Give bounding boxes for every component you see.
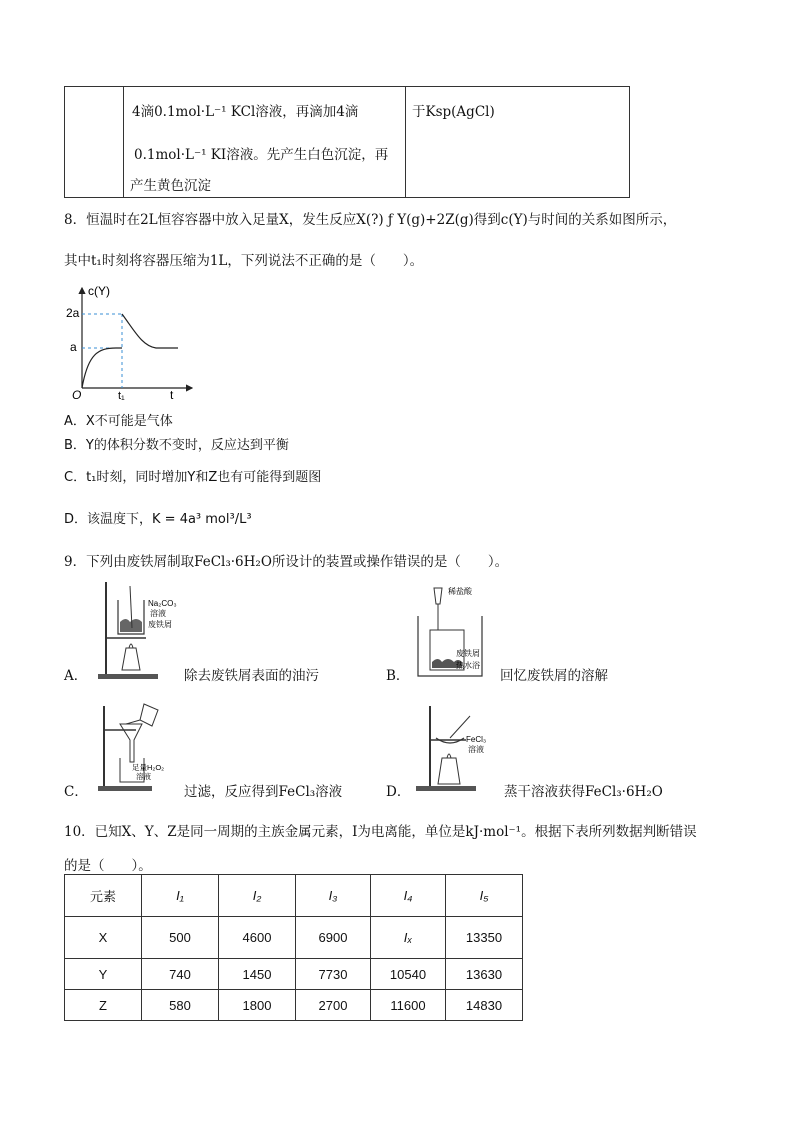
header-i1: I₁ bbox=[142, 875, 219, 917]
y-tick-2a: 2a bbox=[66, 306, 80, 320]
table-cell: 4600 bbox=[219, 917, 296, 959]
c-label-solution: 溶液 bbox=[136, 772, 151, 781]
curve-rise bbox=[82, 348, 122, 388]
table-cell: 1800 bbox=[219, 990, 296, 1021]
table-cell: 7730 bbox=[296, 959, 371, 990]
table-cell: Iₓ bbox=[371, 917, 446, 959]
table-cell: 14830 bbox=[446, 990, 523, 1021]
q8-graph bbox=[64, 282, 204, 404]
table-cell: 2700 bbox=[296, 990, 371, 1021]
origin-label: O bbox=[72, 388, 82, 402]
table-cell: 580 bbox=[142, 990, 219, 1021]
table-row bbox=[65, 959, 523, 990]
q9-d-letter[interactable]: D． bbox=[386, 784, 411, 800]
q9-b-letter[interactable]: B． bbox=[386, 668, 410, 684]
q8-stem-line1: 8．恒温时在2L恒容容器中放入足量X，发生反应X(?) ƒ Y(g)+2Z(g)得到c(Y)与时间的关系如图所示， bbox=[64, 212, 677, 228]
table-cell: 500 bbox=[142, 917, 219, 959]
y-axis-label: c(Y) bbox=[88, 284, 110, 298]
table-cell: 6900 bbox=[296, 917, 371, 959]
header-i2: I₂ bbox=[219, 875, 296, 917]
c-label-h2o2: 足量H₂O₂ bbox=[132, 763, 165, 772]
x-axis-label: t bbox=[170, 388, 174, 402]
table-cell: 740 bbox=[142, 959, 219, 990]
b-label-iron: 废铁屑 bbox=[456, 649, 480, 658]
table-cell: 11600 bbox=[371, 990, 446, 1021]
table-cell: 10540 bbox=[371, 959, 446, 990]
q10-stem-line1: 10．已知X、Y、Z是同一周期的主族金属元素，I为电离能，单位是kJ·mol⁻¹。根据下表所列数据判断错误 bbox=[64, 824, 697, 840]
table-cell: 1450 bbox=[219, 959, 296, 990]
apparatus-c bbox=[96, 700, 182, 794]
x-tick-t1: t₁ bbox=[118, 390, 125, 402]
d-label-fecl3: FeCl₃ bbox=[466, 735, 487, 744]
q10-stem-line2: 的是（ ）。 bbox=[64, 858, 152, 874]
a-label-solution: 溶液 bbox=[150, 609, 166, 618]
top-table-middle-line2: 0.1mol·L⁻¹ KI溶液。先产生白色沉淀，再 bbox=[134, 147, 389, 163]
apparatus-a bbox=[96, 578, 188, 682]
y-tick-a: a bbox=[70, 340, 77, 354]
table-header-row bbox=[65, 875, 523, 917]
a-label-iron: 废铁屑 bbox=[148, 620, 172, 629]
top-table-right: 于Ksp(AgCl) bbox=[412, 104, 495, 120]
header-i4: I₄ bbox=[371, 875, 446, 917]
header-i5: I₅ bbox=[446, 875, 523, 917]
table-cell: 13350 bbox=[446, 917, 523, 959]
q8-option-b[interactable]: B．Y的体积分数不变时，反应达到平衡 bbox=[64, 438, 289, 453]
header-element: 元素 bbox=[65, 875, 142, 917]
q9-b-caption: 回忆废铁屑的溶解 bbox=[500, 668, 608, 684]
q9-a-letter[interactable]: A． bbox=[64, 668, 88, 684]
q9-c-letter[interactable]: C． bbox=[64, 784, 88, 800]
q9-a-caption: 除去废铁屑表面的油污 bbox=[184, 668, 319, 684]
apparatus-d bbox=[410, 702, 490, 794]
header-i3: I₃ bbox=[296, 875, 371, 917]
curve-fall bbox=[122, 314, 178, 348]
q9-stem: 9．下列由废铁屑制取FeCl₃·6H₂O所设计的装置或操作错误的是（ ）。 bbox=[64, 554, 509, 570]
apparatus-b bbox=[412, 582, 494, 682]
table-cell: Y bbox=[65, 959, 142, 990]
q8-option-d[interactable]: D．该温度下，K = 4a³ mol³/L³ bbox=[64, 512, 252, 527]
a-label-na2co3: Na₂CO₃ bbox=[148, 599, 177, 608]
q9-c-caption: 过滤，反应得到FeCl₃溶液 bbox=[184, 784, 343, 800]
ionization-table bbox=[64, 874, 523, 1021]
table-row bbox=[65, 990, 523, 1021]
q8-stem-line2: 其中t₁时刻将容器压缩为1L，下列说法不正确的是（ ）。 bbox=[64, 253, 424, 269]
q8-option-a[interactable]: A．X不可能是气体 bbox=[64, 414, 173, 429]
top-table-middle-line1: 4滴0.1mol·L⁻¹ KCl溶液，再滴加4滴 bbox=[132, 104, 359, 120]
top-table-middle-line3: 产生黄色沉淀 bbox=[130, 178, 211, 194]
b-label-bath: 热水浴 bbox=[456, 661, 480, 670]
b-label-hcl: 稀盐酸 bbox=[448, 587, 472, 596]
q8-option-c[interactable]: C．t₁时刻，同时增加Y和Z也有可能得到题图 bbox=[64, 470, 322, 485]
table-cell: X bbox=[65, 917, 142, 959]
q9-d-caption: 蒸干溶液获得FeCl₃·6H₂O bbox=[504, 784, 663, 800]
table-cell: Z bbox=[65, 990, 142, 1021]
table-cell: 13630 bbox=[446, 959, 523, 990]
d-label-solution: 溶液 bbox=[468, 745, 484, 754]
table-row bbox=[65, 917, 523, 959]
